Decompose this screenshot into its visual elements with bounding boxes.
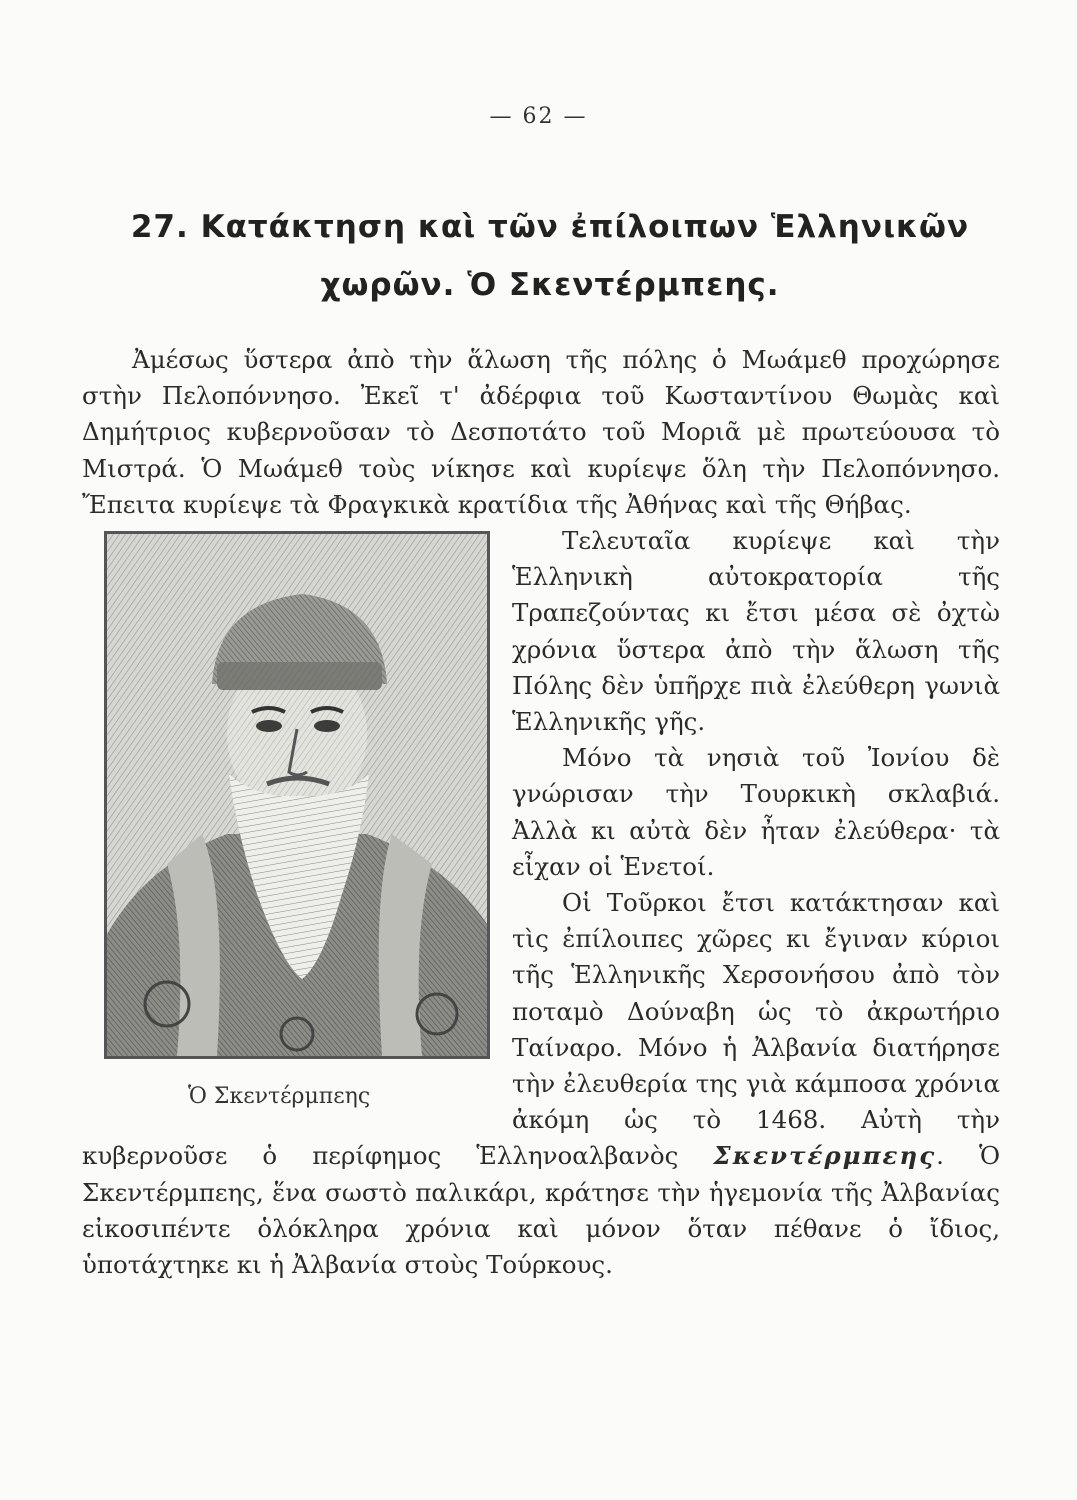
- portrait-figure: [104, 531, 490, 1110]
- paragraph-1: Ἀμέσως ὕστερα ἀπὸ τὴν ἅλωση τῆς πόλης ὁ Μωάμεθ προχώρησε στὴν Πελοπόννησο. Ἐκεῖ τ' ἀδέρφια τοῦ Κωσταντίνου Θωμὰς καὶ Δημήτριος κυβερνοῦσαν τὸ Δεσποτάτο τοῦ Μοριᾶ μὲ πρωτεύουσα τὸ Μιστρά. Ὁ Μωάμεθ τοὺς νίκησε καὶ κυρίεψε ὅλη τὴν Πελοπόννησο. Ἔπειτα κυρίεψε τὰ Φραγκικὰ κρατίδια τῆς Ἀθήνας καὶ τῆς Θήβας.: [82, 345, 1000, 519]
- paragraph-2: Τελευταῖα κυρίεψε καὶ τὴν Ἑλληνικὴ αὐτοκρατορία τῆς Τραπεζούντας κι ἔτσι μέσα σὲ ὀχτὼ χρόνια ὕστερα ἀπὸ τὴν ἅλωση τῆς Πόλης δὲν ὑπῆρχε πιὰ ἐλεύθερη γωνιὰ Ἑλληνικῆς γῆς.: [512, 526, 1000, 737]
- chapter-title-line-2: χωρῶν. Ὁ Σκεντέρμπεης.: [320, 267, 780, 303]
- paragraph-4-text-after: . Ὁ Σκεντέρμπεης, ἕνα σωστὸ παλικάρι, κράτησε τὴν ἡγεμονία τῆς Ἀλβανίας εἰκοσιπέντε ὁλόκληρα χρόνια καὶ μόνον ὅταν πέθανε ὁ ἴδιος, ὑποτάχτηκε κι ἡ Ἀλβανία στοὺς Τούρκους.: [82, 1141, 1000, 1280]
- portrait-frame: [104, 531, 490, 1059]
- chapter-title: [120, 198, 980, 314]
- paragraph-3: Μόνο τὰ νησιὰ τοῦ Ἰονίου δὲ γνώρισαν τὴν Τουρκικὴ σκλαβιά. Ἀλλὰ κι αὐτὰ δὲν ἦταν ἐλεύθερα· τὰ εἶχαν οἱ Ἑνετοί.: [512, 743, 1000, 881]
- body-text: [82, 342, 1000, 1283]
- portrait-engraving-icon: [107, 534, 487, 1056]
- emphasized-name: Σκεντέρμπεης: [713, 1141, 937, 1171]
- chapter-title-line-1: 27. Κατάκτηση καὶ τῶν ἐπίλοιπων Ἑλληνικῶν: [130, 209, 970, 245]
- paragraph-4-text-before: Οἱ Τοῦρκοι ἔτσι κατάκτησαν καὶ τὶς ἐπίλοιπες χῶρες κι ἔγιναν κύριοι τῆς Ἑλληνικῆς Χερσονήσου ἀπὸ τὸν ποταμὸ Δούναβη ὡς τὸ ἀκρωτήριο Ταίναρο. Μόνο ἡ Ἀλβανία διατήρησε τὴν ἐλευθερία της γιὰ κάμποσα χρόνια ἀκόμη ὡς τὸ 1468. Αὐτὴ τὴν κυβερνοῦσε ὁ περίφημος Ἑλληνοαλβανὸς: [82, 888, 1000, 1171]
- page-number: — 62 —: [489, 104, 588, 129]
- portrait-caption: Ὁ Σκεντέρμπεης: [188, 1084, 371, 1110]
